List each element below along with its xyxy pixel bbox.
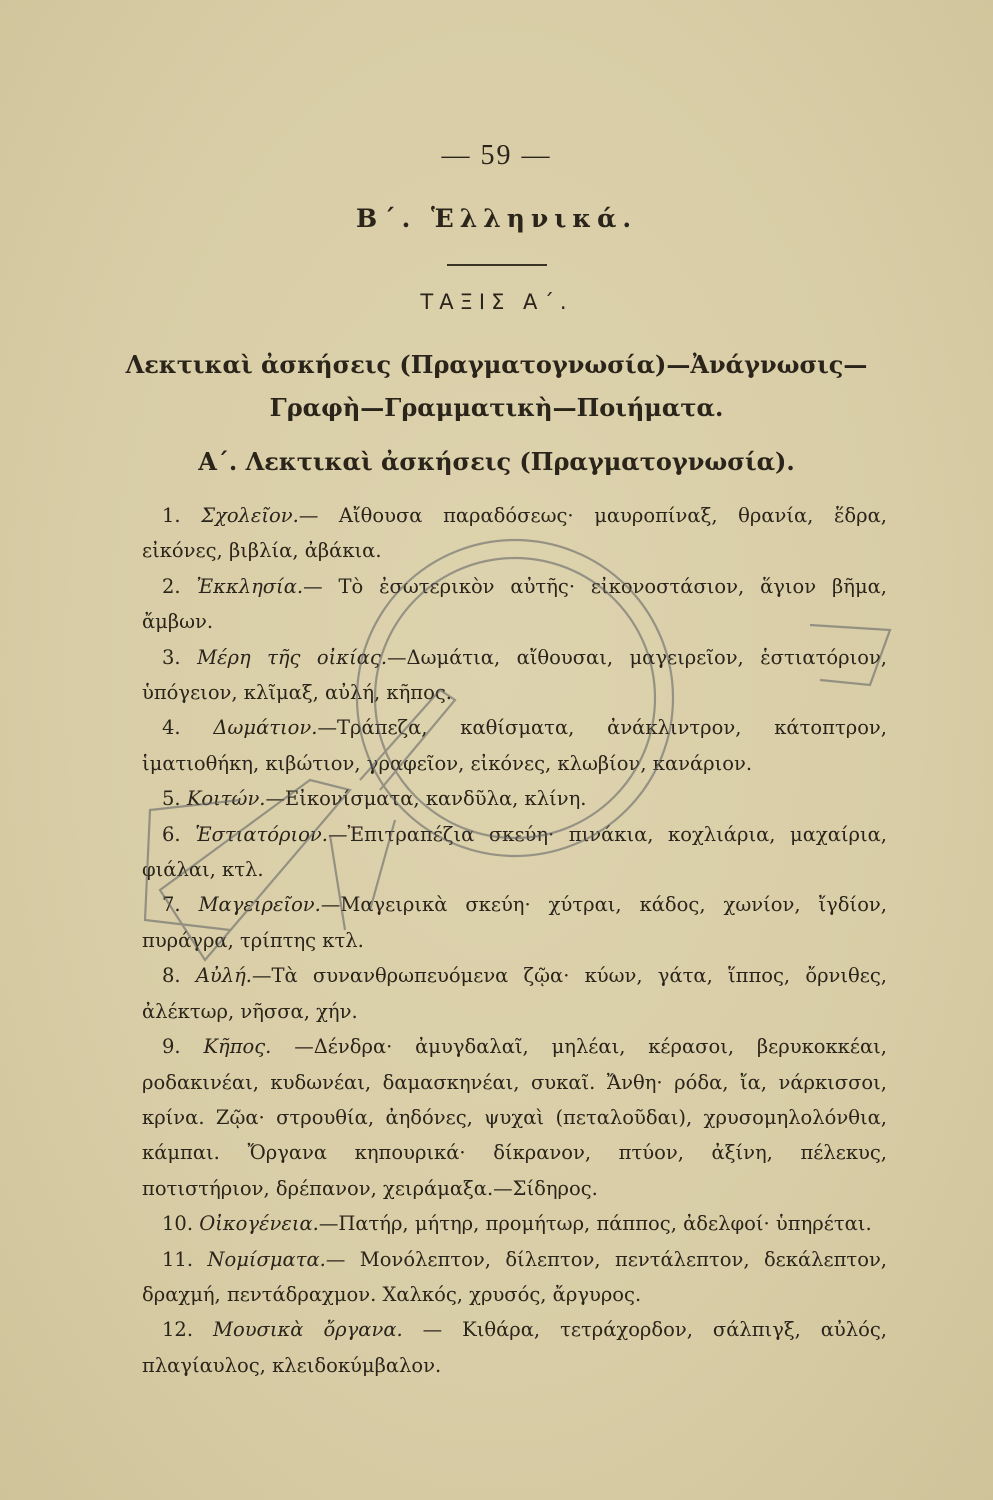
item-text: —Μαγειρικὰ σκεύη· χύτραι, κάδος, χωνίον, ἴγδίον, πυράγρα, τρίπτης κτλ. — [142, 893, 887, 952]
section-title: Β΄. Ἑλληνικά. — [355, 204, 638, 233]
list-item — [142, 1242, 887, 1313]
item-term: Σχολεῖον. — [201, 504, 299, 527]
item-text: — Κιθάρα, τετράχορδον, σάλπιγξ, αὐλός, πλαγίαυλος, κλειδοκύμβαλον. — [142, 1318, 888, 1377]
item-text: —Τράπεζα, καθίσματα, ἀνάκλιντρον, κάτοπτρον, ἱματιοθήκη, κιβώτιον, γραφεῖον, εἰκόνες, κλωβίον, κανάριον. — [142, 716, 887, 775]
item-number: 9. — [162, 1035, 181, 1059]
item-number: 4. — [162, 716, 181, 740]
item-text: — Αἴθουσα παραδόσεως· μαυροπίναξ, θρανία, ἕδρα, εἰκόνες, βιβλία, ἀβάκια. — [142, 504, 887, 563]
list-item — [142, 958, 887, 1029]
list-item — [142, 1029, 887, 1206]
list-item — [142, 817, 887, 888]
item-text: —Πατήρ, μήτηρ, προμήτωρ, πάππος, ἀδελφοί· ὑπηρέται. — [318, 1212, 872, 1236]
item-number: 11. — [162, 1247, 194, 1271]
list-item — [142, 569, 887, 640]
list-item — [142, 1206, 887, 1241]
page-number: — 59 — — [441, 140, 552, 171]
item-term: Ἑστιατόριον. — [195, 822, 328, 846]
list-item — [142, 640, 887, 711]
item-number: 5. — [162, 787, 181, 811]
item-text: —Ἐπιτραπέζια σκεύη· πινάκια, κοχλιάρια, μαχαίρια, φιάλαι, κτλ. — [142, 822, 887, 882]
sub-heading: Α΄. Λεκτικαὶ ἀσκήσεις (Πραγματογνωσία). — [198, 447, 795, 476]
list-item — [142, 1312, 887, 1383]
item-number: 7. — [162, 893, 181, 917]
main-heading-line-1: Λεκτικαὶ ἀσκήσεις (Πραγματογνωσία)—Ἀνάγνωσις— — [125, 350, 868, 379]
class-title: ΤΑΞΙΣ Α΄. — [420, 290, 573, 314]
list-item — [142, 710, 887, 781]
list-item — [142, 781, 887, 816]
item-text: — Τὸ ἐσωτερικὸν αὐτῆς· εἰκονοστάσιον, ἅγιον βῆμα, ἄμβων. — [142, 574, 888, 634]
item-term: Μαγειρεῖον. — [198, 893, 321, 917]
list-item — [142, 498, 887, 569]
list-item — [142, 887, 887, 958]
exercise-list — [142, 498, 887, 1383]
item-number: 6. — [162, 822, 181, 846]
divider-rule — [447, 264, 547, 266]
item-term: Οἰκογένεια. — [199, 1212, 319, 1236]
item-number: 10. — [162, 1212, 194, 1236]
item-term: Νομίσματα. — [207, 1247, 326, 1271]
item-term: Μέρη τῆς οἰκίας. — [197, 645, 388, 669]
item-text: — Μονόλεπτον, δίλεπτον, πεντάλεπτον, δεκάλεπτον, δραχμή, πεντάδραχμον. Χαλκός, χρυσός, ἄργυρος. — [142, 1247, 887, 1306]
item-term: Δωμάτιον. — [213, 716, 318, 740]
item-term: Μουσικὰ ὄργανα. — [213, 1318, 403, 1342]
item-text: —Τὰ συνανθρωπευόμενα ζῷα· κύων, γάτα, ἵππος, ὄρνιθες, ἀλέκτωρ, νῆσσα, χήν. — [142, 964, 888, 1023]
item-number: 12. — [162, 1318, 194, 1342]
item-term: Ἐκκλησία. — [196, 574, 304, 598]
item-number: 2. — [162, 574, 181, 598]
item-number: 3. — [162, 645, 181, 669]
item-text: —Δένδρα· ἀμυγδαλαῖ, μηλέαι, κέρασοι, βερυκοκκέαι, ροδακινέαι, κυδωνέαι, δαμασκηνέαι, συκαῖ. Ἄνθη· ρόδα, ἴα, νάρκισσοι, κρίνα. Ζῷα· στρουθία, ἀηδόνες, ψυχαὶ (πεταλοῦδαι), χρυσομηλολόνθια, κάμπαι. Ὄργανα κηπουρικά· δίκρανον, πτύον, ἀξίνη, πέλεκυς, ποτιστήριον, δρέπανον, χειράμαξα.—Σίδηρος. — [142, 1035, 887, 1200]
item-term: Κῆπος. — [203, 1035, 272, 1059]
item-term: Κοιτών. — [186, 787, 266, 811]
item-text: —Εἰκονίσματα, κανδῦλα, κλίνη. — [265, 787, 587, 811]
main-heading-line-2: Γραφὴ—Γραμματικὴ—Ποιήματα. — [269, 393, 724, 422]
item-term: Αὐλή. — [195, 964, 253, 988]
item-text: —Δωμάτια, αἴθουσαι, μαγειρεῖον, ἑστιατόριον, ὑπόγειον, κλῖμαξ, αὐλή, κῆπος. — [142, 645, 888, 705]
item-number: 8. — [162, 964, 181, 988]
item-number: 1. — [162, 504, 181, 527]
